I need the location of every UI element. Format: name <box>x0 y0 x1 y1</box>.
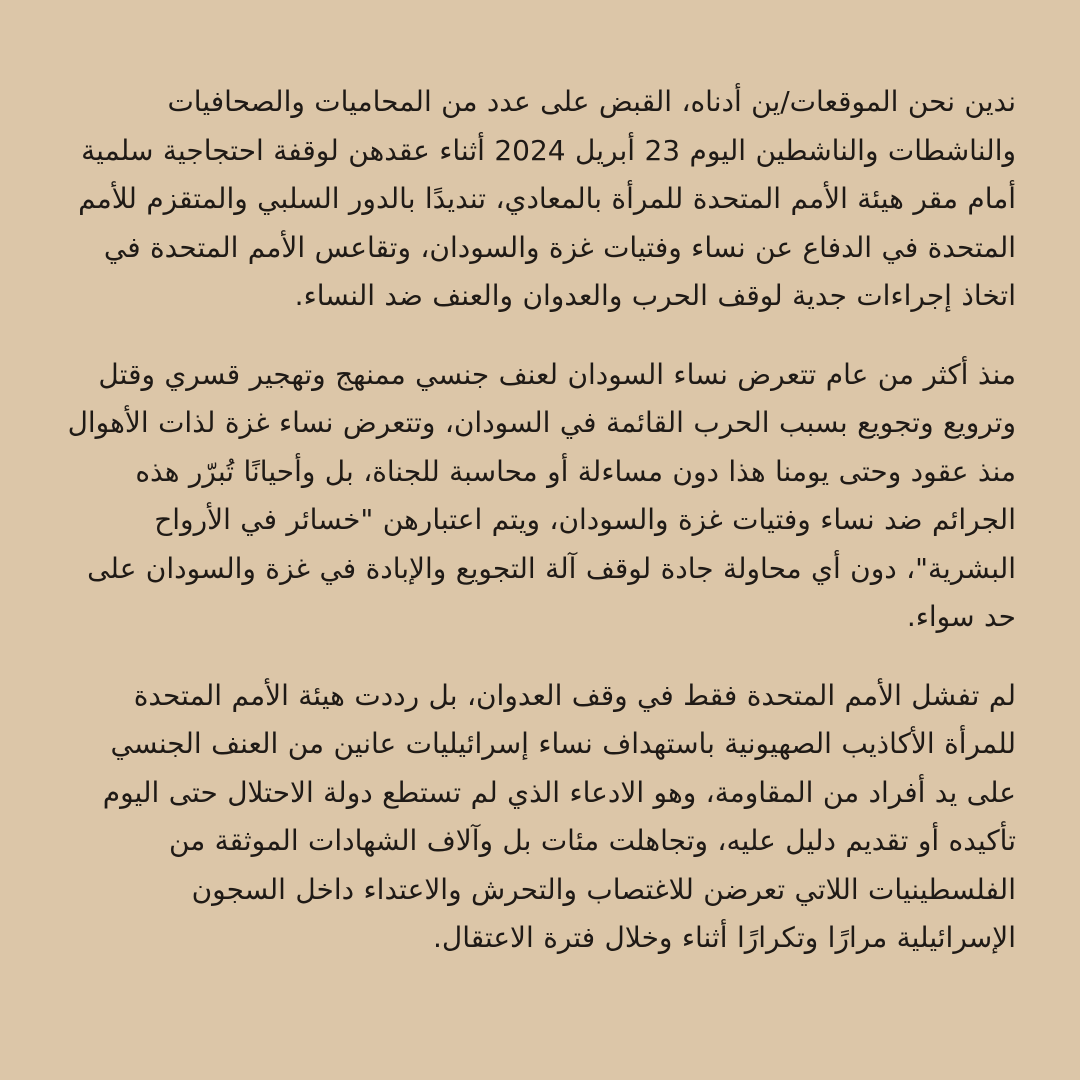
statement-paragraph-1: ندين نحن الموقعات/ين أدناه، القبض على عدد من المحاميات والصحافيات والناشطات والناشطين اليوم 23 أبريل 2024 أثناء عقدهن لوقفة احتجاجية سلمية أمام مقر هيئة الأمم المتحدة للمرأة بالمعادي، تنديدًا بالدور السلبي والمتقزم للأمم المتحدة في الدفاع عن نساء وفتيات غزة والسودان، وتقاعس الأمم المتحدة في اتخاذ إجراءات جدية لوقف الحرب والعدوان والعنف ضد النساء. <box>78 85 1016 312</box>
statement-paragraph-3: لم تفشل الأمم المتحدة فقط في وقف العدوان، بل رددت هيئة الأمم المتحدة للمرأة الأكاذيب الصهيونية باستهداف نساء إسرائيليات عانين من العنف الجنسي على يد أفراد من المقاومة، وهو الادعاء الذي لم تستطع دولة الاحتلال حتى اليوم تأكيده أو تقديم دليل عليه، وتجاهلت مئات بل وآلاف الشهادات الموثقة من الفلسطينيات اللاتي تعرضن للاغتصاب والتحرش والاعتداء داخل السجون الإسرائيلية مرارًا وتكرارًا أثناء وخلال فترة الاعتقال. <box>102 678 1016 954</box>
statement-paragraph-2: منذ أكثر من عام تتعرض نساء السودان لعنف جنسي ممنهج وتهجير قسري وقتل وترويع وتجويع بسبب الحرب القائمة في السودان، وتتعرض نساء غزة لذات الأهوال منذ عقود وحتى يومنا هذا دون مساءلة أو محاسبة للجناة، بل وأحيانًا تُبرّر هذه الجرائم ضد نساء وفتيات غزة والسودان، ويتم اعتبارهن "خسائر في الأرواح البشرية"، دون أي محاولة جادة لوقف آلة التجويع والإبادة في غزة والسودان على حد سواء. <box>67 357 1016 633</box>
